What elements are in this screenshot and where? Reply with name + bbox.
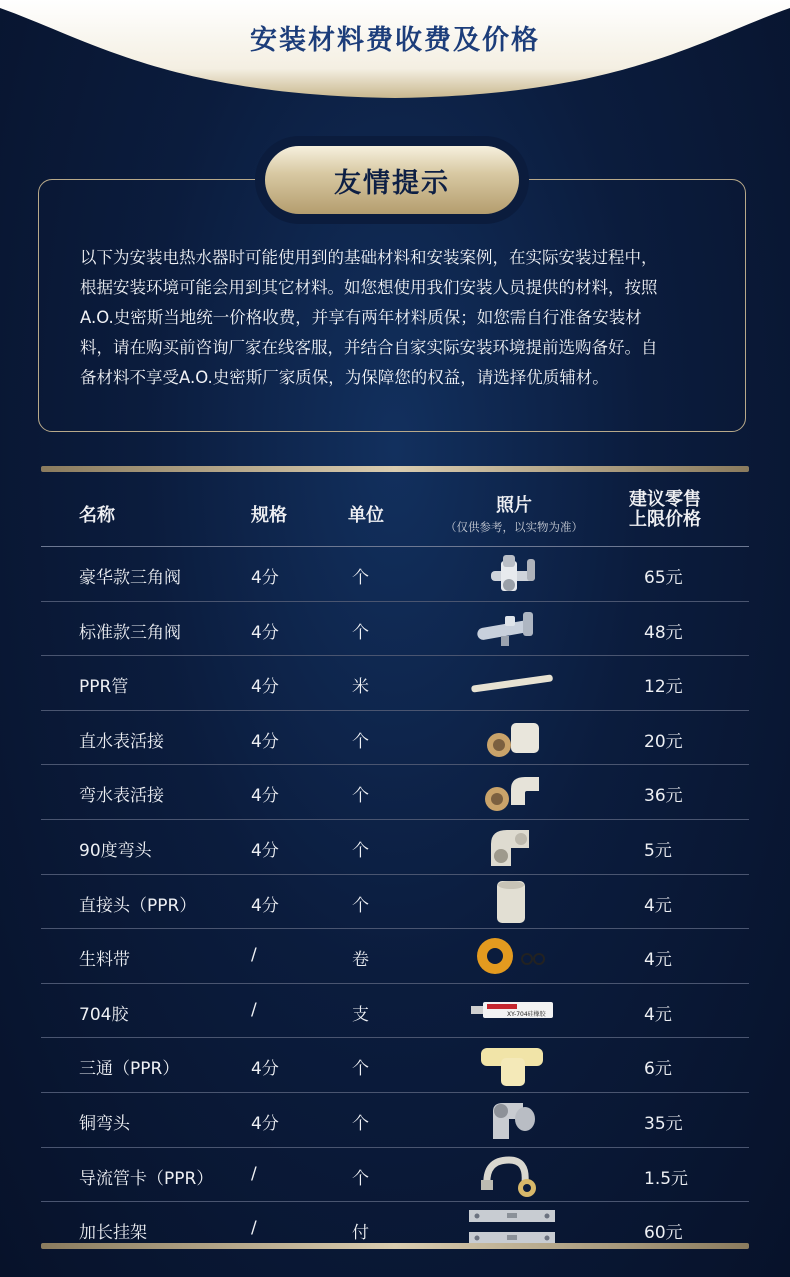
row-unit: 支 (352, 1004, 369, 1025)
tip-text (80, 243, 710, 393)
table-row (41, 711, 749, 766)
row-spec: 4分 (251, 622, 279, 643)
row-spec: 4分 (251, 895, 279, 916)
pipe-clamp-icon (467, 1152, 557, 1198)
row-name: 三通（PPR） (79, 1059, 180, 1080)
header-photo-label: 照片 (496, 495, 532, 516)
row-price: 6元 (644, 1059, 672, 1080)
row-name: 直水表活接 (79, 731, 164, 752)
tip-line: 以下为安装电热水器时可能使用到的基础材料和安装案例，在实际安装过程中， (80, 248, 658, 267)
header-spec: 规格 (251, 505, 287, 526)
row-name: PPR管 (79, 677, 129, 698)
row-price: 1.5元 (644, 1168, 689, 1189)
row-unit: 个 (352, 895, 369, 916)
row-price: 12元 (644, 677, 683, 698)
row-spec: / (251, 1218, 257, 1239)
row-spec: 4分 (251, 786, 279, 807)
row-unit: 个 (352, 731, 369, 752)
row-unit: 个 (352, 568, 369, 588)
row-price: 4元 (644, 1004, 672, 1025)
header-price-line1: 建议零售 (629, 489, 701, 510)
table-row (41, 929, 749, 984)
row-price: 48元 (644, 622, 683, 643)
header-photo (419, 491, 609, 535)
row-name: 直接头（PPR） (79, 895, 197, 916)
row-name: 90度弯头 (79, 840, 152, 861)
straight-union-icon (467, 715, 557, 761)
copper-elbow-icon (467, 1097, 557, 1143)
header-price (627, 490, 703, 530)
row-unit: 个 (352, 840, 369, 861)
table-body (41, 547, 749, 1256)
row-name: 704胶 (79, 1004, 129, 1025)
tip-line: 备材料不享受A.O.史密斯厂家质保，为保障您的权益，请选择优质辅材。 (80, 368, 609, 387)
row-spec: 4分 (251, 1113, 279, 1134)
table-row (41, 547, 749, 602)
row-unit: 个 (352, 1113, 369, 1134)
row-unit: 米 (352, 677, 369, 698)
row-price: 20元 (644, 731, 683, 752)
row-spec: 4分 (251, 568, 279, 588)
ppr-pipe-icon (467, 660, 557, 706)
table-row (41, 820, 749, 875)
row-price: 35元 (644, 1113, 683, 1134)
row-spec: 4分 (251, 840, 279, 861)
row-price: 4元 (644, 895, 672, 916)
row-name: 铜弯头 (79, 1113, 130, 1134)
top-banner (0, 0, 790, 100)
row-name: 加长挂架 (79, 1223, 147, 1244)
tip-line: 料，请在购买前咨询厂家在线客服，并结合自家实际安装环境提前选购备好。自 (80, 338, 658, 357)
row-unit: 付 (352, 1223, 369, 1244)
row-spec: / (251, 1163, 257, 1184)
row-unit: 个 (352, 1059, 369, 1080)
row-name: 标准款三角阀 (79, 622, 181, 643)
ptfe-tape-icon (467, 933, 557, 979)
elbow-90-icon (467, 824, 557, 870)
table-row (41, 1038, 749, 1093)
table-row (41, 984, 749, 1039)
row-spec: 4分 (251, 731, 279, 752)
tip-heading: 友情提示 (265, 146, 519, 214)
standard-angle-valve-icon (467, 606, 557, 652)
tip-line: 根据安装环境可能会用到其它材料。如您想使用我们安装人员提供的材料，按照 (80, 278, 658, 297)
row-price: 4元 (644, 950, 672, 971)
page-title: 安装材料费收费及价格 (250, 25, 540, 56)
row-price: 36元 (644, 786, 683, 807)
header-name: 名称 (79, 505, 115, 526)
row-unit: 个 (352, 1168, 369, 1189)
glue-tube-icon (467, 988, 557, 1034)
row-unit: 个 (352, 786, 369, 807)
row-name: 豪华款三角阀 (79, 568, 181, 588)
table-row (41, 765, 749, 820)
table-row (41, 875, 749, 930)
glue-label: XY-704硅橡胶 (507, 1010, 546, 1018)
table-row (41, 656, 749, 711)
row-unit: 个 (352, 622, 369, 643)
table-bottom-divider (41, 1243, 749, 1249)
tee-fitting-icon (467, 1042, 557, 1088)
tip-line: A.O.史密斯当地统一价格收费，并享有两年材料质保；如您需自行准备安装材 (80, 308, 642, 327)
table-header (41, 474, 749, 547)
row-spec: / (251, 945, 257, 966)
table-row (41, 1148, 749, 1203)
row-price: 60元 (644, 1223, 683, 1244)
table-row (41, 602, 749, 657)
elbow-union-icon (467, 769, 557, 815)
header-unit: 单位 (348, 505, 384, 526)
row-name: 生料带 (79, 950, 130, 971)
row-spec: 4分 (251, 1059, 279, 1080)
table-top-divider (41, 466, 749, 472)
row-spec: 4分 (251, 677, 279, 698)
row-price: 5元 (644, 840, 672, 861)
row-name: 弯水表活接 (79, 786, 164, 807)
luxury-angle-valve-icon (467, 551, 557, 597)
row-price: 65元 (644, 568, 683, 588)
price-table (41, 474, 749, 1256)
table-row (41, 1093, 749, 1148)
straight-coupling-icon (467, 879, 557, 925)
row-unit: 卷 (352, 950, 369, 971)
row-spec: / (251, 999, 257, 1020)
header-photo-note: （仅供参考，以实物为准） (445, 520, 583, 534)
row-name: 导流管卡（PPR） (79, 1168, 214, 1189)
header-price-line2: 上限价格 (629, 509, 701, 530)
